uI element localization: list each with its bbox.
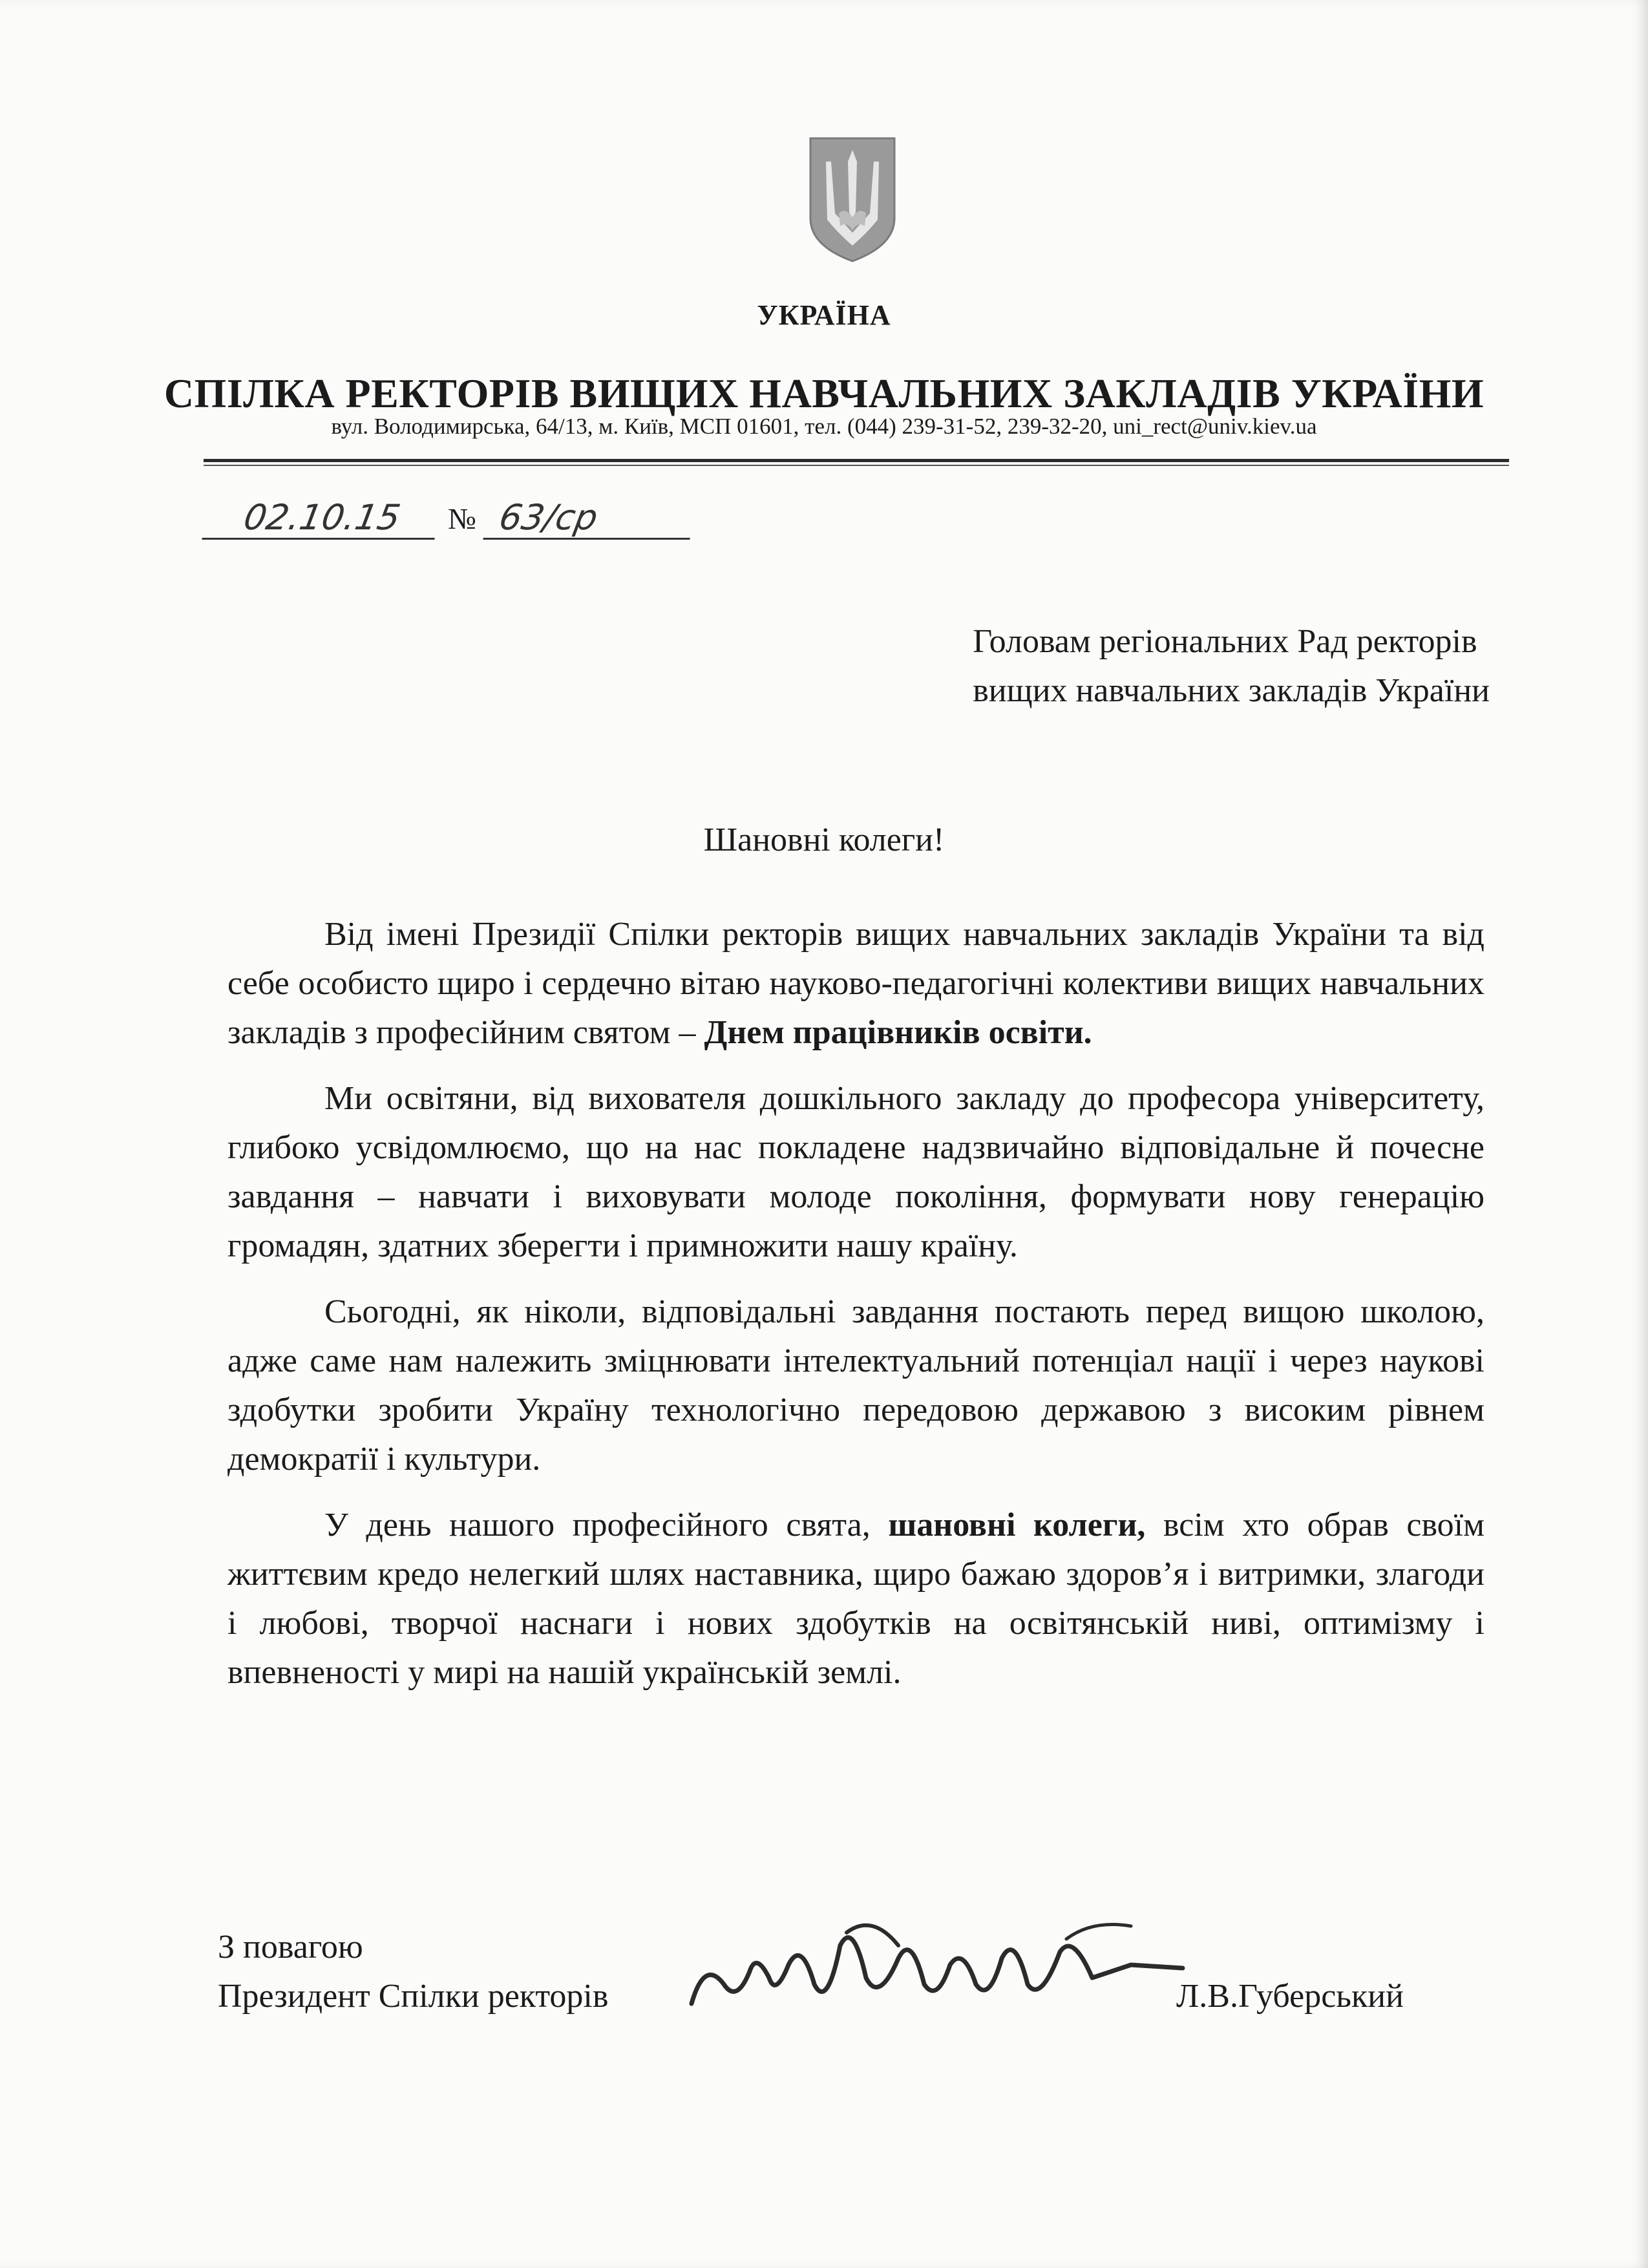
handwritten-signature-icon [679, 1907, 1209, 2036]
addressee-block [973, 617, 1490, 715]
emphasis-colleagues: шановні колеги, [888, 1507, 1146, 1543]
registration-number: 63/ср [483, 498, 697, 540]
trident-coat-of-arms-icon [807, 136, 898, 264]
country-name: УКРАЇНА [757, 299, 891, 331]
body-paragraph-4: У день нашого професійного свята, шановні колеги, всім хто обрав своїм життєвим кредо нелегкий шлях наставника, щиро бажаю здоров’я і витримки, злагоди і любові, творчої наснаги і нових здобутків на освітянській ниві, оптимізму і впевненості у мирі на нашій українській землі. [227, 1507, 1484, 1691]
letter-body [227, 910, 1484, 1714]
body-paragraph-1: Від імені Президії Спілки ректорів вищих навчальних закладів України та від себе особисто щиро і сердечно вітаю науково-педагогічні колективи вищих навчальних закладів з професійним святом – Днем працівників освіти. [227, 916, 1484, 1051]
body-paragraph-3: Сьогодні, як ніколи, відповідальні завдання постають перед вищою школою, адже саме нам належить зміцнювати інтелектуальний потенціал нації і через наукові здобутки зробити Україну технологічно передовою державою з високим рівнем демократії і культури. [227, 1293, 1484, 1478]
registration-date: 02.10.15 [202, 498, 441, 540]
header-divider [204, 459, 1509, 462]
body-paragraph-2: Ми освітяни, від вихователя дошкільного закладу до професора університету, глибоко усвідомлюємо, що на нас покладене надзвичайно відповідальне й почесне завдання – навчати і виховувати молоде покоління, формувати нову генерацію громадян, здатних зберегти і примножити нашу країну. [227, 1080, 1484, 1264]
addressee-line-1: Головам регіональних Рад ректорів [973, 623, 1477, 660]
signer-position: Президент Спілки ректорів [218, 1978, 609, 2015]
organization-address: вул. Володимирська, 64/13, м. Київ, МСП 01601, тел. (044) 239-31-52, 239-32-20, uni_rect@univ.kiev.ua [331, 414, 1317, 439]
closing-block [218, 1923, 608, 2021]
signer-name: Л.В.Губерський [1176, 1978, 1404, 2015]
organization-name: СПІЛКА РЕКТОРІВ ВИЩИХ НАВЧАЛЬНИХ ЗАКЛАДІВ УКРАЇНИ [164, 370, 1484, 416]
closing-regards: З повагою [218, 1929, 363, 1966]
header-divider-thin [204, 465, 1509, 466]
holiday-name: Днем працівників освіти. [704, 1014, 1092, 1051]
registration-number-sign: № [448, 502, 476, 535]
addressee-line-2: вищих навчальних закладів України [973, 672, 1490, 709]
salutation: Шановні колеги! [703, 821, 945, 858]
